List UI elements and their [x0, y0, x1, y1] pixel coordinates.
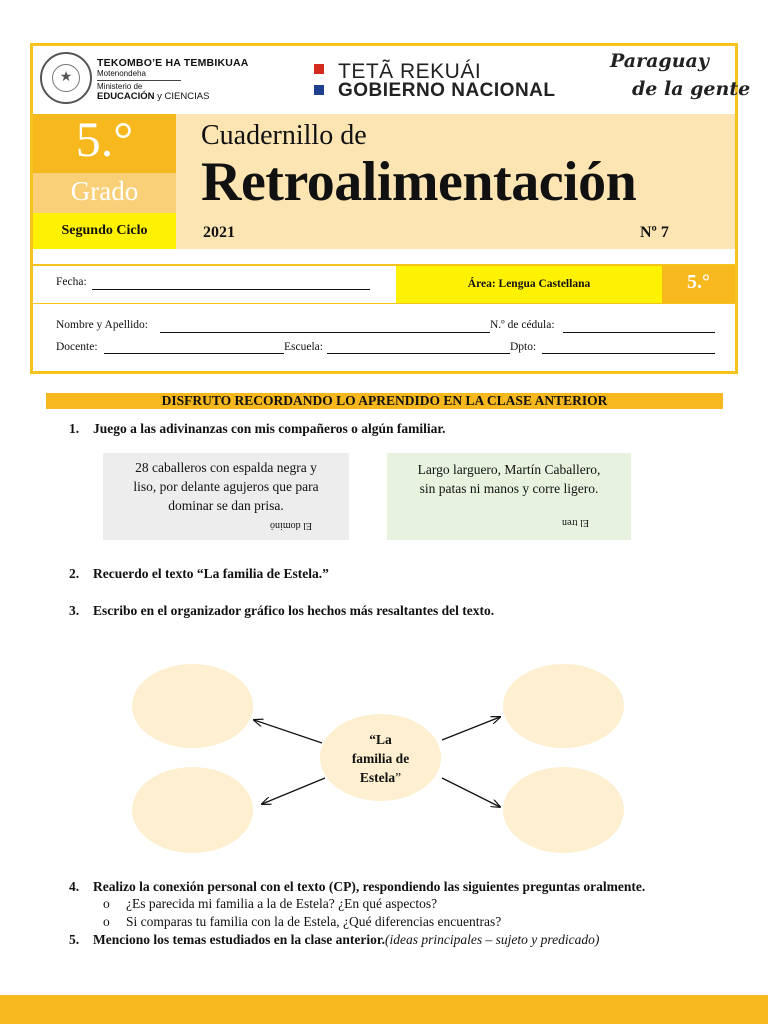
riddle-2-answer: El tren [562, 517, 589, 528]
id-number-label: N.º de cédula: [490, 319, 555, 331]
cycle-label: Segundo Ciclo [61, 223, 148, 238]
bullet-icon: o [103, 896, 110, 911]
government-name: GOBIERNO NACIONAL [338, 80, 556, 101]
item-3-number: 3. [69, 603, 80, 618]
riddle-2-text: Largo larguero, Martín Caballero, sin patas ni manos y corre ligero. [417, 462, 601, 496]
date-label: Fecha: [56, 276, 87, 288]
name-label: Nombre y Apellido: [56, 319, 148, 331]
item-3-text: Escribo en el organizador gráfico los hechos más resaltantes del texto. [93, 603, 495, 618]
item-1-text: Juego a las adivinanzas con mis compañeros o algún familiar. [93, 421, 446, 436]
title-small: Cuadernillo de [201, 120, 367, 151]
item-5-number: 5. [69, 932, 80, 947]
ministry-label: Ministerio de [97, 82, 143, 91]
arrow-bottom-left [262, 778, 325, 804]
arrow-bottom-right [442, 778, 500, 807]
riddle-1-answer: El dominó [270, 520, 312, 531]
organizer-center-text: “La familia de Estela” [351, 732, 410, 785]
item-1-number: 1. [69, 421, 80, 436]
ministry-subtitle-guarani: Motenondeha [97, 69, 146, 78]
item-4-text: Realizo la conexión personal con el texto (CP), respondiendo las siguientes preguntas oralmente. [93, 879, 646, 894]
question-2: Si comparas tu familia con la de Estela, ¿Qué diferencias encuentras? [126, 914, 502, 929]
slogan-line-2: de la gente [632, 78, 751, 100]
item-4-number: 4. [69, 879, 80, 894]
grade-label: Grado [70, 176, 139, 206]
area-label: Área: Lengua Castellana [467, 278, 591, 290]
school-label: Escuela: [284, 341, 323, 353]
page-title: Retroalimentación [201, 151, 637, 213]
question-1: ¿Es parecida mi familia a la de Estela? ¿En qué aspectos? [126, 896, 438, 911]
bullet-icon: o [103, 914, 110, 929]
seal-star-icon: ★ [52, 64, 80, 92]
arrow-top-right [442, 717, 500, 740]
ministry-name: EDUCACIÓN y CIENCIAS [97, 91, 210, 102]
year-label: 2021 [203, 224, 235, 241]
booklet-number: Nº 7 [640, 224, 669, 241]
item-2-text: Recuerdo el texto “La familia de Estela.” [93, 566, 329, 581]
area-grade: 5.° [687, 271, 710, 293]
teacher-label: Docente: [56, 341, 98, 353]
item-2-number: 2. [69, 566, 80, 581]
government-name-guarani: TETÃ REKUÁI [338, 60, 482, 83]
footer-bar [0, 995, 768, 1024]
item-5-text: Menciono los temas estudiados en la clase anterior.(ideas principales – sujeto y predicado) [93, 932, 600, 947]
arrow-top-left [254, 720, 322, 743]
department-label: Dpto: [510, 341, 537, 353]
grade-number: 5.° [75, 111, 134, 167]
slogan-line-1: Paraguay [610, 50, 709, 72]
ministry-name-guarani: TEKOMBO’E HA TEMBIKUAA [97, 57, 249, 69]
section-banner: DISFRUTO RECORDANDO LO APRENDIDO EN LA CLASE ANTERIOR [161, 393, 608, 408]
riddle-1-text: 28 caballeros con espalda negra y liso, por delante agujeros que para dominar se dan prisa. [133, 460, 319, 513]
